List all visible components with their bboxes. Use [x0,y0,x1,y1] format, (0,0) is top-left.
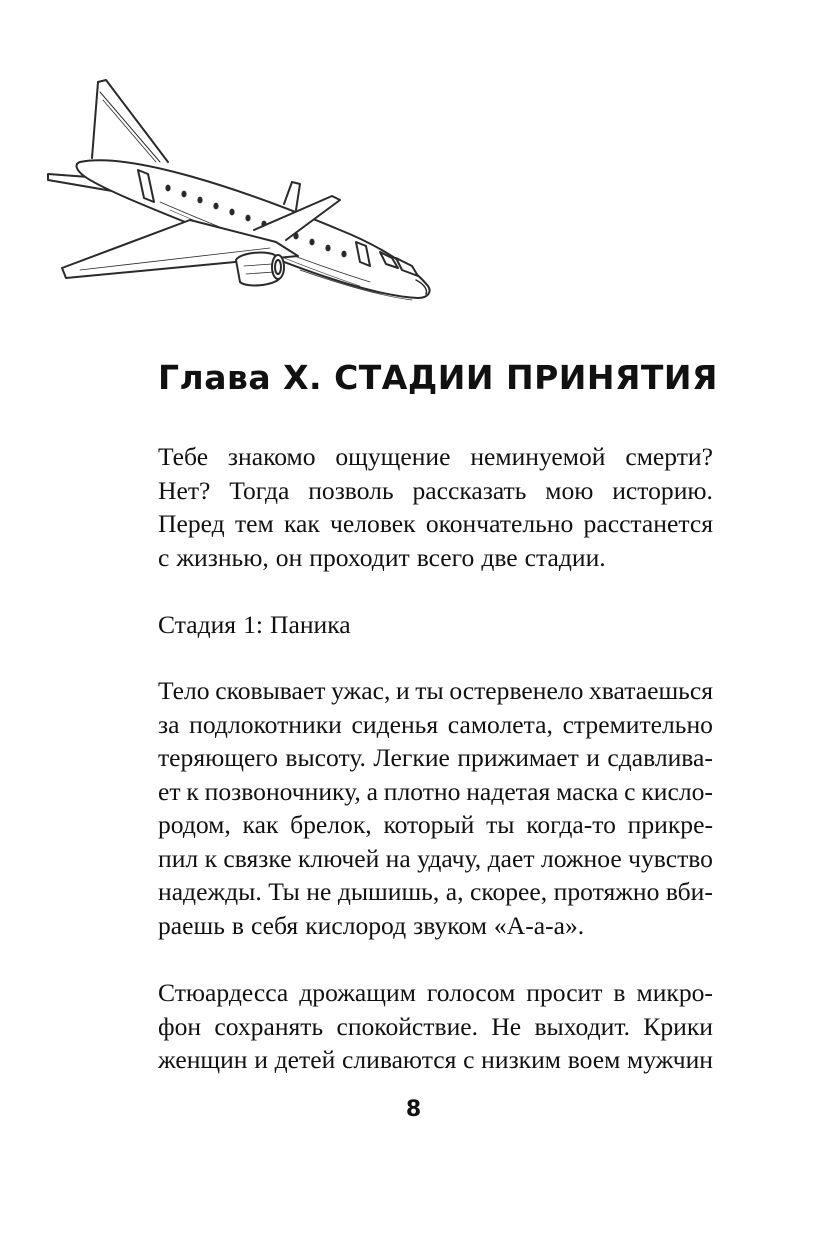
text-line: Тело сковывает ужас, и ты остервенело хватаешься [158,676,713,705]
text-line: Тебе знакомо ощущение неминуемой смерти? [158,442,713,471]
text-line: пил к связке ключей на удачу, дает ложное чувство [158,843,713,873]
paragraph-intro [158,440,713,574]
text-line: Нет? Тогда позволь рассказать мою историю. [158,475,713,505]
stage-heading: Стадия 1: Паника [158,610,351,639]
text-line: женщин и детей сливаются с низким воем мужчин [158,1045,713,1074]
chapter-title: Глава X. СТАДИИ ПРИНЯТИЯ [158,358,718,397]
text-line: за подлокотники сиденья самолета, стремительно [158,709,713,739]
text-line: родом, как брелок, который ты когда-то прикре- [158,810,713,839]
paragraph-stewardess [158,976,713,1077]
text-line: теряющего высоту. Легкие прижимает и сдавлива- [158,743,713,772]
airplane-sketch-icon [40,70,440,310]
text-line: Стюардесса дрожащим голосом просит в микро- [158,978,713,1007]
text-line: надежды. Ты не дышишь, а, скорее, протяжно вби- [158,877,713,906]
text-line: ет к позвоночнику, а плотно надетая маска с кисло- [158,776,713,806]
text-line: раешь в себя кислород звуком «А-а-а». [158,910,585,940]
text-line: с жизнью, он проходит всего две стадии. [158,542,606,572]
text-line: Перед тем как человек окончательно расстанется [158,509,713,538]
paragraph-stage-heading [158,608,713,642]
text-line: фон сохранять спокойствие. Не выходит. Крики [158,1011,713,1041]
page-number: 8 [405,1097,422,1122]
paragraph-panic [158,674,713,942]
